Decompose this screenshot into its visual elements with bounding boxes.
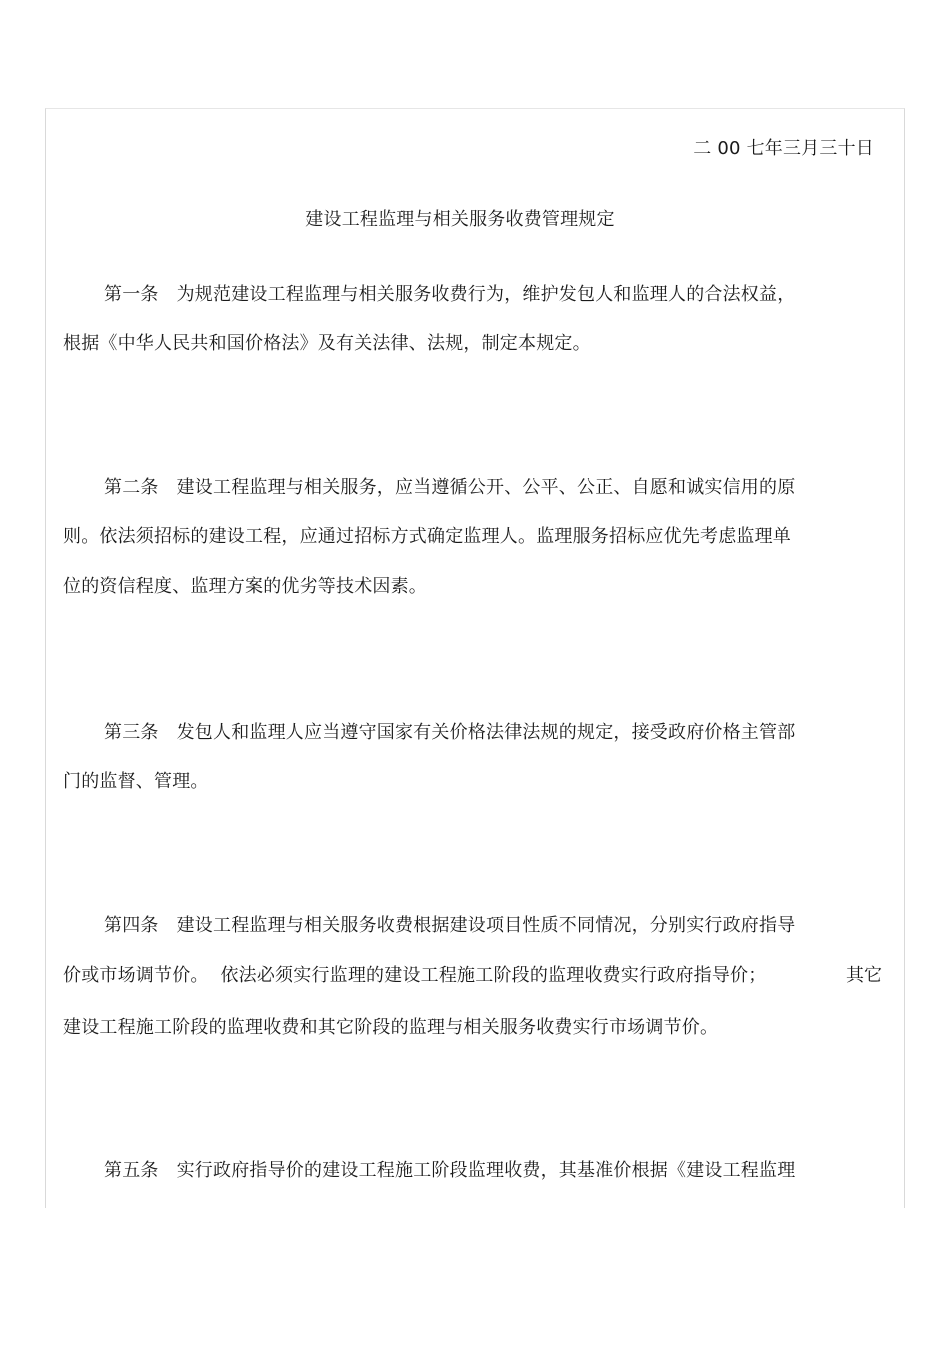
article-5-text-1: 实行政府指导价的建设工程施工阶段监理收费，其基准价根据《建设工程监理 xyxy=(176,1160,796,1181)
article-4-line-2: 价或市场调节价。 依法必须实行监理的建设工程施工阶段的监理收费实行政府指导价； xyxy=(63,965,767,986)
article-1-line-1 xyxy=(104,283,795,307)
article-5-line-1 xyxy=(104,1159,795,1183)
article-4-label: 第四条 xyxy=(104,915,159,936)
article-3-label: 第三条 xyxy=(104,722,159,743)
article-2-line-2: 则。依法须招标的建设工程，应通过招标方式确定监理人。监理服务招标应优先考虑监理单 xyxy=(63,526,791,547)
article-2-line-3: 位的资信程度、监理方案的优劣等技术因素。 xyxy=(63,576,427,597)
article-1-line-2: 根据《中华人民共和国价格法》及有关法律、法规，制定本规定。 xyxy=(63,333,591,354)
article-2-line-1 xyxy=(104,476,795,500)
article-2-text-1: 建设工程监理与相关服务，应当遵循公开、公平、公正、自愿和诚实信用的原 xyxy=(176,477,796,498)
document-date: 二 00 七年三月三十日 xyxy=(693,138,874,159)
article-2-label: 第二条 xyxy=(104,477,159,498)
page-frame xyxy=(45,108,905,1208)
article-5-label: 第五条 xyxy=(104,1160,159,1181)
article-4-line-3: 建设工程施工阶段的监理收费和其它阶段的监理与相关服务收费实行市场调节价。 xyxy=(63,1017,719,1038)
article-3-line-2: 门的监督、管理。 xyxy=(63,771,209,792)
article-1-text-1: 为规范建设工程监理与相关服务收费行为，维护发包人和监理人的合法权益， xyxy=(176,284,796,305)
article-1-label: 第一条 xyxy=(104,284,159,305)
document-title: 建设工程监理与相关服务收费管理规定 xyxy=(305,209,615,230)
article-4-text-1: 建设工程监理与相关服务收费根据建设项目性质不同情况，分别实行政府指导 xyxy=(176,915,796,936)
article-4-line-1 xyxy=(104,914,795,938)
article-3-line-1 xyxy=(104,721,795,745)
article-4-line-2-tail: 其它 xyxy=(846,965,882,986)
article-3-text-1: 发包人和监理人应当遵守国家有关价格法律法规的规定，接受政府价格主管部 xyxy=(176,722,796,743)
